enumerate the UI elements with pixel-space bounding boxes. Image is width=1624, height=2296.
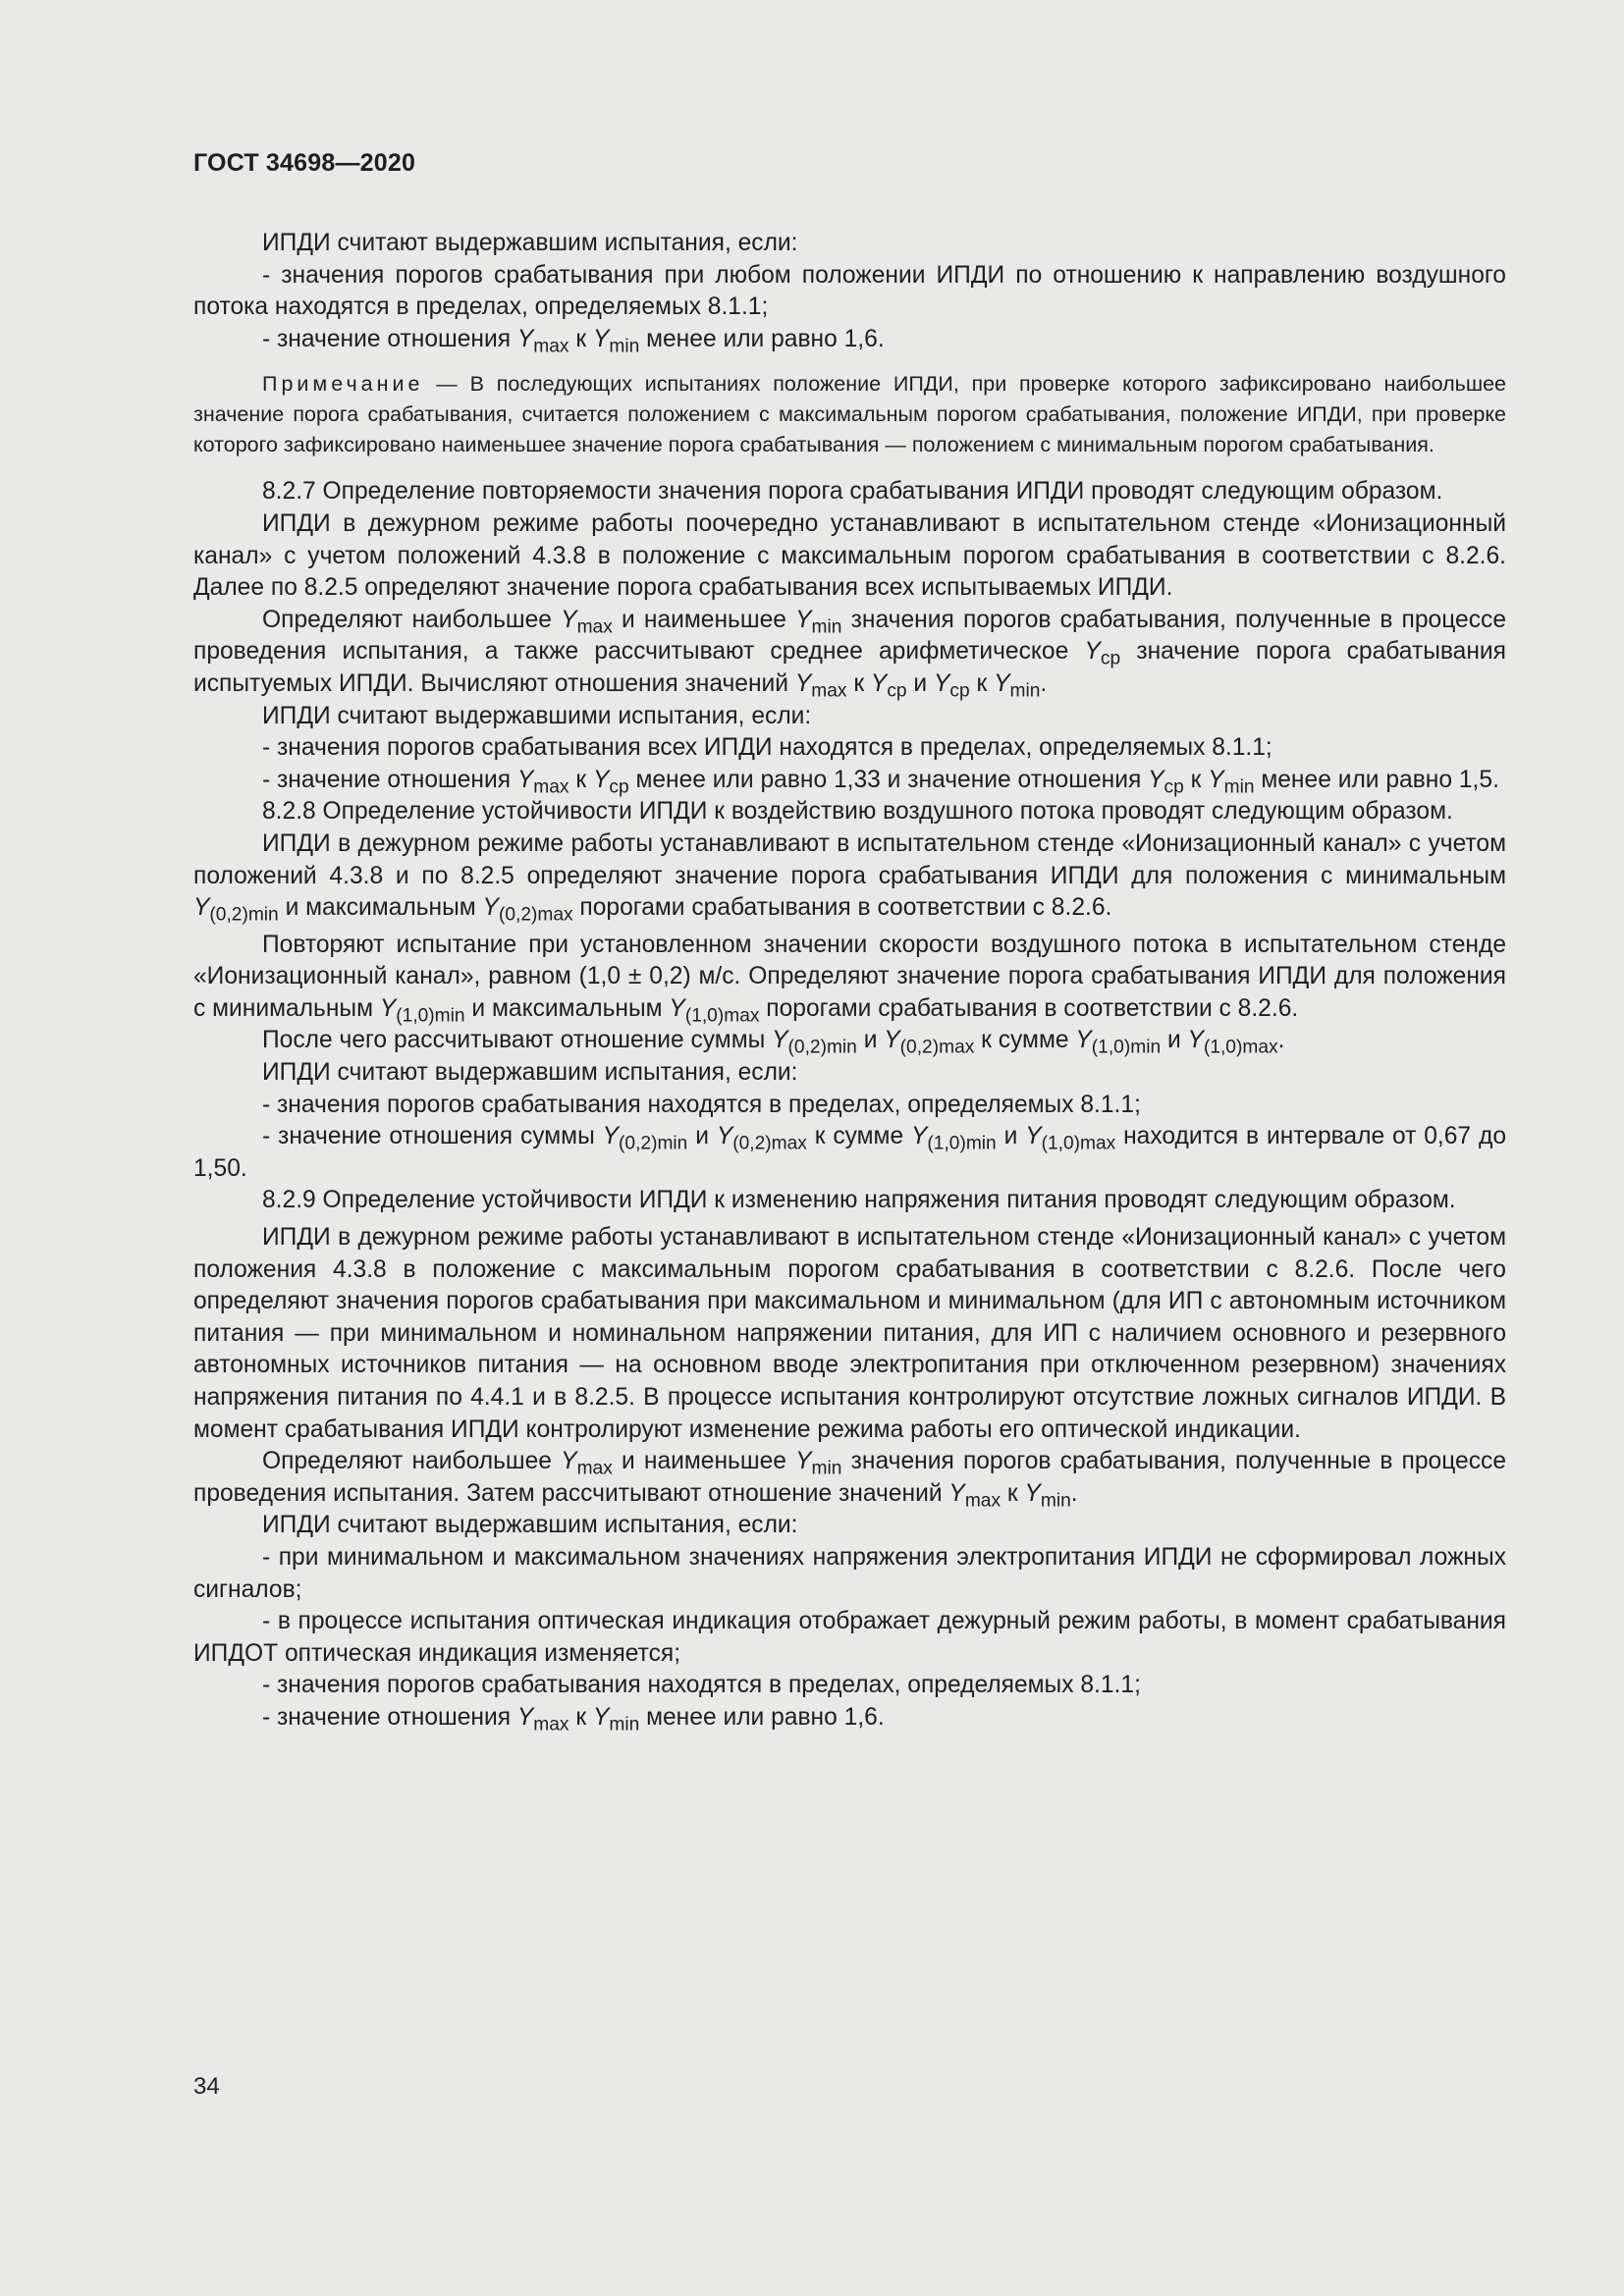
paragraph: ИПДИ считают выдержавшим испытания, если: (262, 230, 798, 256)
paragraph: 8.2.9 Определение устойчивости ИПДИ к изменению напряжения питания проводят следующим образом. (262, 1187, 1456, 1214)
paragraph: ИПДИ считают выдержавшими испытания, если: (262, 702, 812, 729)
paragraph: 8.2.8 Определение устойчивости ИПДИ к воздействию воздушного потока проводят следующим образом. (262, 798, 1453, 826)
paragraph: - при минимальном и максимальном значениях напряжения электропитания ИПДИ не сформировал ложных сигналов; (193, 1543, 1506, 1603)
paragraph: ИПДИ считают выдержавшим испытания, если: (262, 1059, 798, 1087)
paragraph: ИПДИ в дежурном режиме работы устанавливают в испытательном стенде «Ионизационный канал» с учетом положений 4.3.8 и по 8.2.5 определяют значение порога срабатывания ИПДИ для положения с минимальным $Y_{(0,2)min}$ и максимальным $Y_{(0,2)max}$ порогами срабатывания в соответствии с 8.2.6. (193, 829, 1506, 926)
paragraph: Определяют наибольшее $Y_{max}$ и наименьшее $Y_{min}$ значения порогов срабатывания, полученные в процессе проведения испытания. Затем рассчитывают отношение значений $Y_{max}$ к $Y_{min}$. (193, 1448, 1506, 1512)
paragraph: ИПДИ в дежурном режиме работы устанавливают в испытательном стенде «Ионизационный канал» с учетом положения 4.3.8 в положение с максимальным порогом срабатывания в соответствии с 8.2.6. После чего определяют значения порогов срабатывания при максимальном и минимальном (для ИП с автономным источником питания — при минимальном и номинальном напряжении питания, для ИП с наличием основного и резервного автономных источников питания — на основном вводе электропитания при отключенном резервном) значениях напряжения питания по 4.4.1 и в 8.2.5. В процессе испытания контролируют отсутствие ложных сигналов ИПДИ. В момент срабатывания ИПДИ контролируют изменение режима работы его оптической индикации. (193, 1224, 1506, 1443)
paragraph: - значения порогов срабатывания находятся в пределах, определяемых 8.1.1; (262, 1672, 1141, 1699)
document-header: ГОСТ 34698—2020 (193, 149, 416, 177)
paragraph: - значение отношения $Y_{max}$ к $Y_{min}$ менее или равно 1,6. (262, 325, 885, 357)
paragraph: - значение отношения $Y_{max}$ к $Y_{ср}$ менее или равно 1,33 и значение отношения $Y_{ср}$ к $Y_{min}$ менее или равно 1,5. (262, 766, 1499, 798)
paragraph: ИПДИ считают выдержавшим испытания, если: (262, 1512, 798, 1539)
paragraph: - значения порогов срабатывания при любом положении ИПДИ по отношению к направлению воздушного потока находятся в пределах, определяемых 8.1.1; (193, 261, 1506, 321)
paragraph: ИПДИ в дежурном режиме работы поочередно устанавливают в испытательном стенде «Ионизационный канал» с учетом положений 4.3.8 в положение с максимальным порогом срабатывания в соответствии с 8.2.6. Далее по 8.2.5 определяют значение порога срабатывания всех испытываемых ИПДИ. (193, 509, 1506, 602)
page-number: 34 (193, 2073, 220, 2100)
paragraph: - значения порогов срабатывания находятся в пределах, определяемых 8.1.1; (262, 1091, 1141, 1118)
paragraph: После чего рассчитывают отношение суммы $Y_{(0,2)min}$ и $Y_{(0,2)max}$ к сумме $Y_{(1,0)min}$ и $Y_{(1,0)max}$. (262, 1027, 1285, 1058)
note: Примечание — В последующих испытаниях положение ИПДИ, при проверке которого зафиксировано наибольшее значение порога срабатывания, считается положением с максимальным порогом срабатывания, положение ИПДИ, при проверке которого зафиксировано наименьшее значение порога срабатывания — положением с минимальным порогом срабатывания. (193, 372, 1506, 457)
paragraph: Повторяют испытание при установленном значении скорости воздушного потока в испытательном стенде «Ионизационный канал», равном (1,0 ± 0,2) м/с. Определяют значение порога срабатывания ИПДИ для положения с минимальным $Y_{(1,0)min}$ и максимальным $Y_{(1,0)max}$ порогами срабатывания в соответствии с 8.2.6. (193, 931, 1506, 1027)
paragraph: Определяют наибольшее $Y_{max}$ и наименьшее $Y_{min}$ значения порогов срабатывания, полученные в процессе проведения испытания, а также рассчитывают среднее арифметическое $Y_{ср}$ значение порога срабатывания испытуемых ИПДИ. Вычисляют отношения значений $Y_{max}$ к $Y_{ср}$ и $Y_{ср}$ к $Y_{min}$. (193, 606, 1506, 702)
paragraph: - значение отношения суммы $Y_{(0,2)min}$ и $Y_{(0,2)max}$ к сумме $Y_{(1,0)min}$ и $Y_{(1,0)max}$ находится в интервале от 0,67 до 1,50. (193, 1123, 1506, 1182)
document-body (193, 228, 1506, 1735)
paragraph: - в процессе испытания оптическая индикация отображает дежурный режим работы, в момент срабатывания ИПДОТ оптическая индикация изменяется; (193, 1608, 1506, 1667)
paragraph: - значения порогов срабатывания всех ИПДИ находятся в пределах, определяемых 8.1.1; (262, 734, 1272, 762)
paragraph: - значение отношения $Y_{max}$ к $Y_{min}$ менее или равно 1,6. (262, 1703, 885, 1735)
paragraph: 8.2.7 Определение повторяемости значения порога срабатывания ИПДИ проводят следующим образом. (262, 478, 1443, 506)
